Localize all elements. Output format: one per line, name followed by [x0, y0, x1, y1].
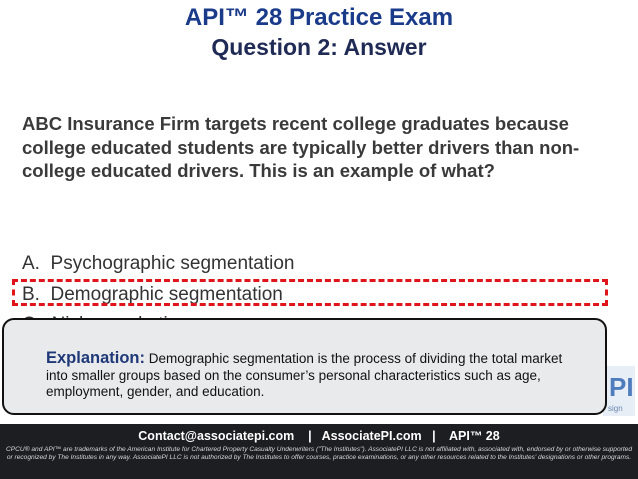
- footer: [0, 424, 638, 479]
- option-a: [22, 253, 295, 275]
- page-subtitle: Question 2: Answer: [211, 34, 427, 60]
- explanation-content: [46, 350, 566, 401]
- logo-subtext: sign: [608, 404, 623, 413]
- option-label: Psychographic segmentation: [50, 253, 295, 274]
- explanation-heading: Explanation:: [46, 349, 146, 367]
- footer-contact: Contact@associatepi.com | AssociatePI.com | API™ 28: [138, 429, 500, 443]
- page-title: API™ 28 Practice Exam: [184, 4, 454, 31]
- logo: [603, 366, 635, 416]
- option-letter: B.: [22, 284, 40, 305]
- logo-letter: PI: [609, 372, 634, 402]
- footer-legal-text: CPCU® and API™ are trademarks of the American Institute for Chartered Property Casualty Underwriters ("The Institutes"). AssociatePI LLC is not affiliated with, associated with, endorsed by or otherwise supported or recognized by The Institutes in any way. AssociatePI LLC is not authorized by The Institutes to offer courses, practice examinations, or any other resources related to the Institutes' designations or other programs.: [6, 446, 632, 462]
- explanation-text: Demographic segmentation is the process of dividing the total market into smaller groups based on the consumer’s personal characteristics such as age, employment, gender, and education.: [46, 351, 563, 399]
- explanation-box: [2, 318, 607, 415]
- option-label: Demographic segmentation: [50, 284, 283, 305]
- option-letter: A.: [22, 253, 40, 274]
- question-text: ABC Insurance Firm targets recent college graduates because college educated students are typically better drivers than non-college educated drivers. This is an example of what?: [22, 113, 580, 181]
- correct-answer-highlight: [12, 279, 608, 306]
